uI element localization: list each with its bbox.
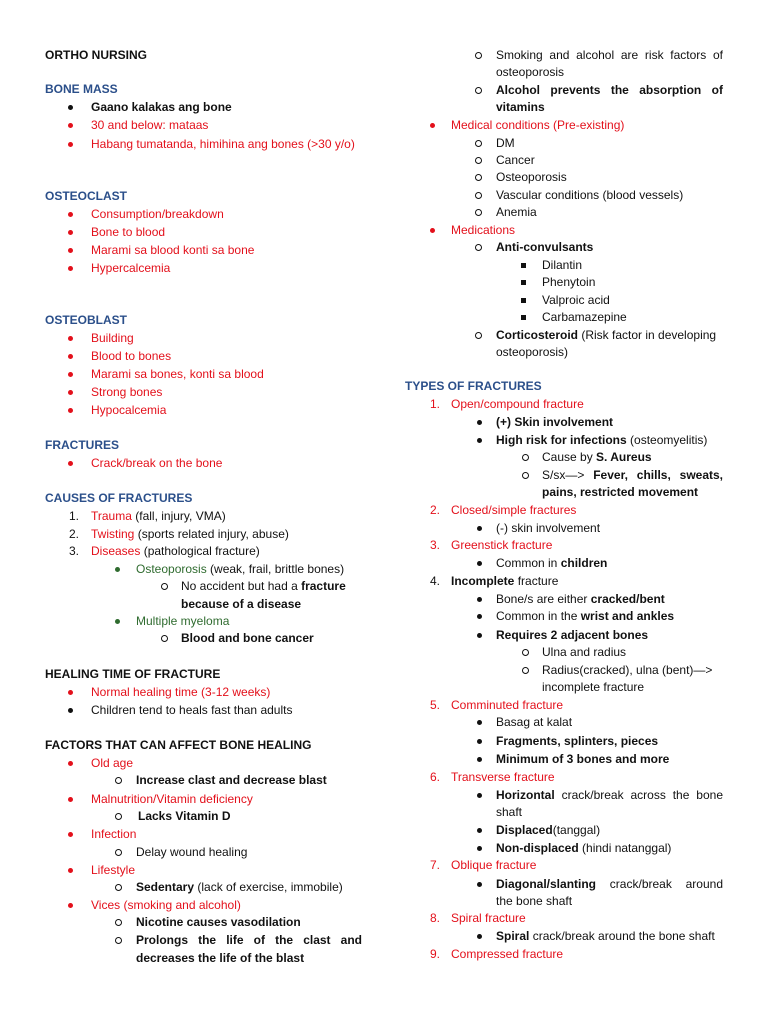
list-item: Habang tumatanda, himihina ang bones (>30 y/o) bbox=[91, 136, 363, 153]
circle-bullet-icon bbox=[475, 157, 482, 164]
square-bullet-icon bbox=[521, 263, 526, 268]
bullet-icon bbox=[477, 757, 482, 762]
osteoblast-heading: OSTEOBLAST bbox=[45, 313, 128, 327]
circle-bullet-icon bbox=[475, 87, 482, 94]
circle-bullet-icon bbox=[161, 583, 168, 590]
bullet-icon bbox=[68, 832, 73, 837]
bullet-icon bbox=[477, 561, 482, 566]
bullet-icon bbox=[68, 248, 73, 253]
square-bullet-icon bbox=[521, 298, 526, 303]
bullet-icon bbox=[477, 934, 482, 939]
bullet-icon bbox=[68, 761, 73, 766]
fractures-heading: FRACTURES bbox=[45, 438, 119, 452]
square-bullet-icon bbox=[521, 315, 526, 320]
bullet-icon bbox=[477, 828, 482, 833]
circle-bullet-icon bbox=[475, 140, 482, 147]
bullet-icon bbox=[477, 614, 482, 619]
circle-bullet-icon bbox=[115, 813, 122, 820]
bullet-icon bbox=[68, 903, 73, 908]
bullet-icon bbox=[477, 438, 482, 443]
circle-bullet-icon bbox=[475, 209, 482, 216]
bullet-icon bbox=[477, 633, 482, 638]
types-heading: TYPES OF FRACTURES bbox=[405, 379, 542, 393]
circle-bullet-icon bbox=[522, 667, 529, 674]
bullet-icon bbox=[68, 105, 73, 110]
bullet-icon bbox=[430, 123, 435, 128]
bullet-icon bbox=[68, 123, 73, 128]
healing-heading: HEALING TIME OF FRACTURE bbox=[45, 667, 221, 681]
bullet-icon bbox=[477, 739, 482, 744]
bone-mass-heading: BONE MASS bbox=[45, 82, 118, 96]
bullet-icon bbox=[68, 336, 73, 341]
factors-heading: FACTORS THAT CAN AFFECT BONE HEALING bbox=[45, 738, 312, 752]
bullet-icon bbox=[68, 390, 73, 395]
bullet-icon bbox=[477, 882, 482, 887]
causes-heading: CAUSES OF FRACTURES bbox=[45, 491, 193, 505]
square-bullet-icon bbox=[521, 280, 526, 285]
bullet-icon bbox=[68, 690, 73, 695]
circle-bullet-icon bbox=[115, 937, 122, 944]
bullet-icon bbox=[68, 708, 73, 713]
bullet-icon bbox=[68, 354, 73, 359]
bullet-icon bbox=[68, 372, 73, 377]
bullet-icon bbox=[477, 597, 482, 602]
circle-bullet-icon bbox=[475, 52, 482, 59]
bullet-icon bbox=[68, 142, 73, 147]
bullet-icon bbox=[477, 526, 482, 531]
bullet-icon bbox=[477, 793, 482, 798]
bullet-icon bbox=[115, 567, 120, 572]
bullet-icon bbox=[477, 420, 482, 425]
circle-bullet-icon bbox=[475, 332, 482, 339]
bullet-icon bbox=[477, 846, 482, 851]
circle-bullet-icon bbox=[522, 649, 529, 656]
bullet-icon bbox=[68, 266, 73, 271]
circle-bullet-icon bbox=[115, 849, 122, 856]
bullet-icon bbox=[68, 230, 73, 235]
document-page: ORTHO NURSING BONE MASS Gaano kalakas ang bone 30 and below: mataas Habang tumatanda, himihina ang bones (>30 y/o) OSTEOCLAST Consumption/breakdown Bone to blood Marami sa blood konti sa bone Hypercalcemia OSTEOBLAST Building Blood to bones Marami sa bones, konti sa blood Strong bones Hypocalcemia FRACTURES Crack/break on the bone CAUSES OF FRACTURES 1. Trauma (fall, injury, VMA) 2. Twisting (sports related injury, abuse) 3. Diseases (pathological fracture) Osteoporosis (weak, frail, brittle bones) No accident but had a fracture because of a disease Multiple myeloma Blood and bone cancer HEALING TIME OF FRACTURE Normal healing time (3-12 weeks) Children tend to heals fast than adults FACTORS THAT CAN AFFECT BONE HEALING Old age Increase clast and decrease blast Malnutrition/Vitamin deficiency Lacks Vitamin D Infection Delay wound healing Lifestyle Sedentary (lack of exercise, immobile) Vices (smoking and alcohol) Nicotine causes vasodilation Prolongs the life of the clast and decreases the life of the blast Smoking and alcohol are risk factors of osteoporosis Alcohol prevents the absorption of vitamins Medical conditions (Pre-existing) DM Cancer Osteoporosis Vascular conditions (blood vessels) Anemia Medications Anti-convulsants Dilantin Phenytoin Valproic acid Carbamazepine Corticosteroid (Risk factor in developing osteoporosis) TYPES OF FRACTURES 1. Open/compound fracture (+) Skin involvement High risk for infections (osteomyelitis) Cause by S. Aureus S/sx—> Fever, chills, sweats, pains, restricted movement 2. Closed/simple fractures (-) skin involvement 3. Greenstick fracture Common in children 4. Incomplete fracture Bone/s are either cracked/bent Common in the wrist and ankles Requires 2 adjacent bones Ulna and radius Radius(cracked), ulna (bent)—> incomplete fracture 5. Comminuted fracture Basag at kalat Fragments, splinters, pieces Minimum of 3 bones and more 6. Transverse fracture Horizontal crack/break across the bone shaft Displaced(tanggal) Non-displaced (hindi natanggal) 7. Oblique fracture Diagonal/slanting crack/break around the bone shaft 8. Spiral fracture Spiral crack/break around the bone shaft 9. Compressed fracture bbox=[0, 0, 768, 1024]
circle-bullet-icon bbox=[522, 454, 529, 461]
circle-bullet-icon bbox=[522, 472, 529, 479]
circle-bullet-icon bbox=[115, 919, 122, 926]
circle-bullet-icon bbox=[115, 884, 122, 891]
document-title: ORTHO NURSING bbox=[45, 48, 147, 62]
bullet-icon bbox=[68, 868, 73, 873]
bullet-icon bbox=[115, 619, 120, 624]
bullet-icon bbox=[477, 720, 482, 725]
circle-bullet-icon bbox=[115, 777, 122, 784]
osteoclast-heading: OSTEOCLAST bbox=[45, 189, 128, 203]
circle-bullet-icon bbox=[475, 244, 482, 251]
bullet-icon bbox=[430, 228, 435, 233]
bullet-icon bbox=[68, 408, 73, 413]
bullet-icon bbox=[68, 797, 73, 802]
circle-bullet-icon bbox=[475, 192, 482, 199]
bullet-icon bbox=[68, 212, 73, 217]
circle-bullet-icon bbox=[475, 174, 482, 181]
bullet-icon bbox=[68, 461, 73, 466]
circle-bullet-icon bbox=[161, 635, 168, 642]
